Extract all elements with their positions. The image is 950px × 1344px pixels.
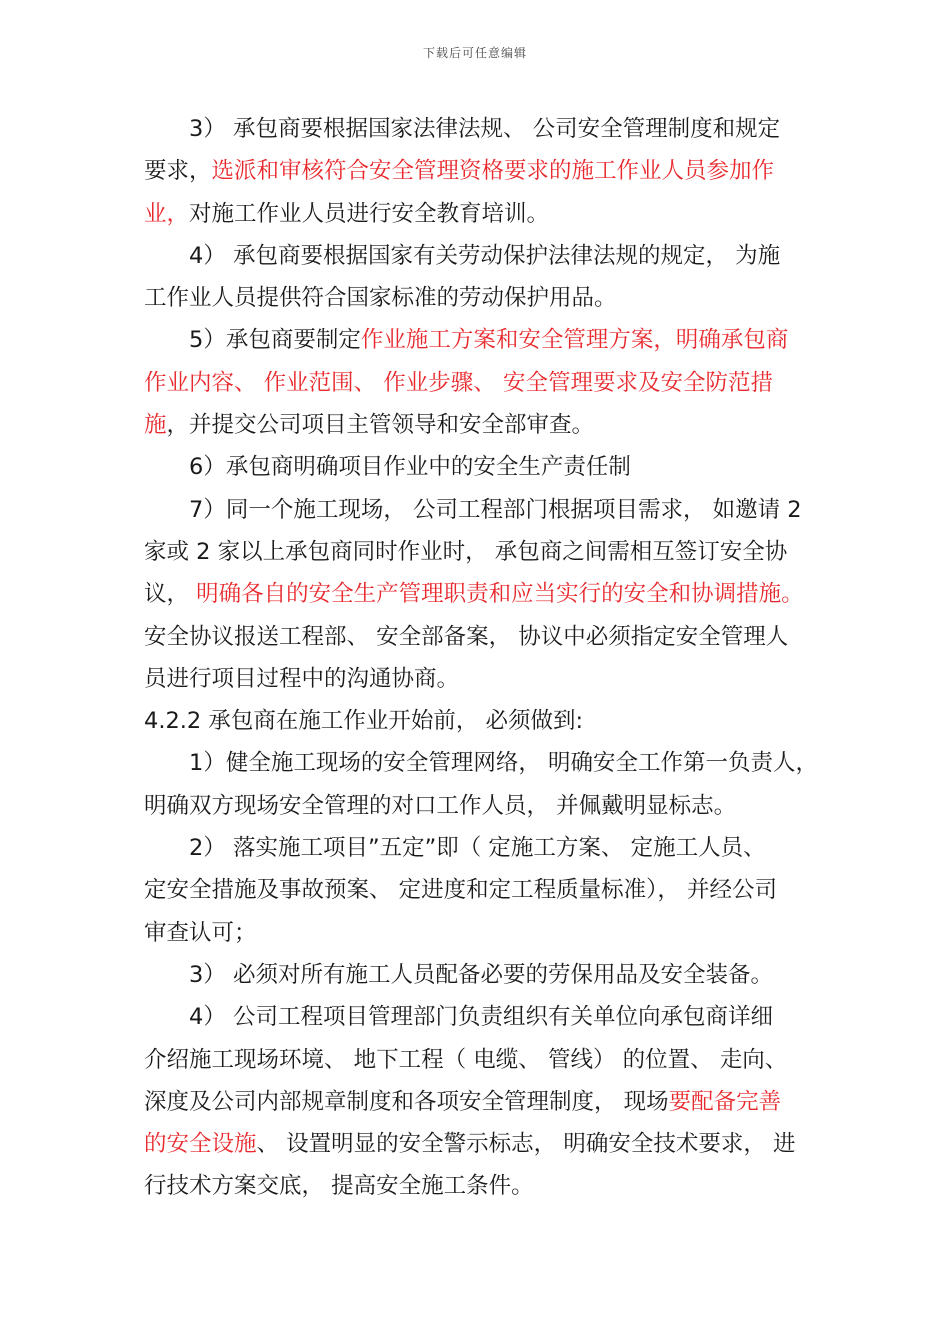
- text-segment: 审查认可；: [144, 919, 257, 946]
- highlighted-text: 施: [144, 412, 167, 439]
- text-segment: 、 设置明显的安全警示标志， 明确安全技术要求， 进: [256, 1131, 796, 1158]
- text-segment: 3） 必须对所有施工人员配备必要的劳保用品及安全装备。: [189, 961, 773, 988]
- document-body: [144, 108, 818, 1208]
- text-segment: 4.2.2 承包商在施工作业开始前， 必须做到:: [144, 708, 584, 735]
- text-line: [144, 658, 812, 700]
- text-segment: 要求，: [144, 158, 212, 185]
- text-segment: 定安全措施及事故预案、 定进度和定工程质量标准）， 并经公司: [144, 877, 778, 904]
- body-text: [144, 108, 818, 1208]
- text-line: [144, 827, 812, 869]
- text-line: [144, 912, 812, 954]
- text-line: [144, 573, 812, 615]
- text-segment: 议，: [144, 581, 197, 608]
- text-segment: 4） 公司工程项目管理部门负责组织有关单位向承包商详细: [189, 1004, 773, 1031]
- text-segment: 深度及公司内部规章制度和各项安全管理制度， 现场: [144, 1088, 669, 1115]
- highlighted-text: 作业施工方案和安全管理方案，明确承包商: [360, 327, 789, 354]
- text-segment: 介绍施工现场环境、 地下工程（ 电缆、 管线） 的位置、 走向、: [144, 1046, 788, 1073]
- text-line: [144, 277, 812, 319]
- text-line: [144, 700, 812, 742]
- text-segment: 安全协议报送工程部、 安全部备案， 协议中必须指定安全管理人: [144, 623, 789, 650]
- highlighted-text: 选派和审核符合安全管理资格要求的施工作业人员参加作: [211, 158, 775, 185]
- text-segment: 家或 2 家以上承包商同时作业时， 承包商之间需相互签订安全协: [144, 538, 788, 565]
- highlighted-text: 作业内容、 作业范围、 作业步骤、 安全管理要求及安全防范措: [144, 369, 773, 396]
- text-segment: 4） 承包商要根据国家有关劳动保护法律法规的规定， 为施: [189, 242, 781, 269]
- text-segment: 2） 落实施工项目”五定”即（ 定施工方案、 定施工人员、: [189, 835, 766, 862]
- text-line: [144, 235, 812, 277]
- text-segment: 工作业人员提供符合国家标准的劳动保护用品。: [144, 285, 617, 312]
- text-line: [144, 531, 812, 573]
- text-segment: 员进行项目过程中的沟通协商。: [144, 665, 460, 692]
- highlighted-text: 的安全设施: [144, 1131, 257, 1158]
- text-line: [144, 319, 812, 361]
- text-line: [144, 404, 812, 446]
- text-line: [144, 489, 812, 531]
- text-line: [144, 616, 812, 658]
- text-line: [144, 869, 812, 911]
- text-segment: 6）承包商明确项目作业中的安全生产责任制: [189, 454, 631, 481]
- text-line: [144, 1039, 812, 1081]
- highlighted-text: 要配备完善: [668, 1088, 782, 1115]
- text-line: [144, 193, 812, 235]
- text-line: [144, 1081, 812, 1123]
- text-segment: 明确双方现场安全管理的对口工作人员， 并佩戴明显标志。: [144, 792, 737, 819]
- text-segment: 3） 承包商要根据国家法律法规、 公司安全管理制度和规定: [189, 116, 781, 142]
- text-line: [144, 150, 812, 192]
- text-segment: 5）承包商要制定: [189, 327, 361, 354]
- text-line: [144, 785, 812, 827]
- page-header-note: 下载后可任意编辑: [422, 46, 527, 60]
- highlighted-text: 明确各自的安全生产管理职责和应当实行的安全和协调措施。: [196, 581, 804, 608]
- text-line: [144, 446, 812, 488]
- text-line: [144, 1165, 812, 1207]
- text-segment: 1）健全施工现场的安全管理网络， 明确安全工作第一负责人，: [189, 750, 818, 777]
- text-line: [144, 954, 812, 996]
- highlighted-text: 业，: [144, 200, 190, 227]
- text-line: [144, 1123, 812, 1165]
- text-line: [144, 108, 812, 150]
- text-segment: 行技术方案交底， 提高安全施工条件。: [144, 1173, 534, 1200]
- text-line: [144, 362, 812, 404]
- text-segment: 7）同一个施工现场， 公司工程部门根据项目需求， 如邀请 2: [189, 496, 802, 523]
- text-segment: ，并提交公司项目主管领导和安全部审查。: [166, 412, 595, 439]
- text-line: [144, 996, 812, 1038]
- text-line: [144, 742, 818, 784]
- text-segment: 对施工作业人员进行安全教育培训。: [189, 200, 550, 227]
